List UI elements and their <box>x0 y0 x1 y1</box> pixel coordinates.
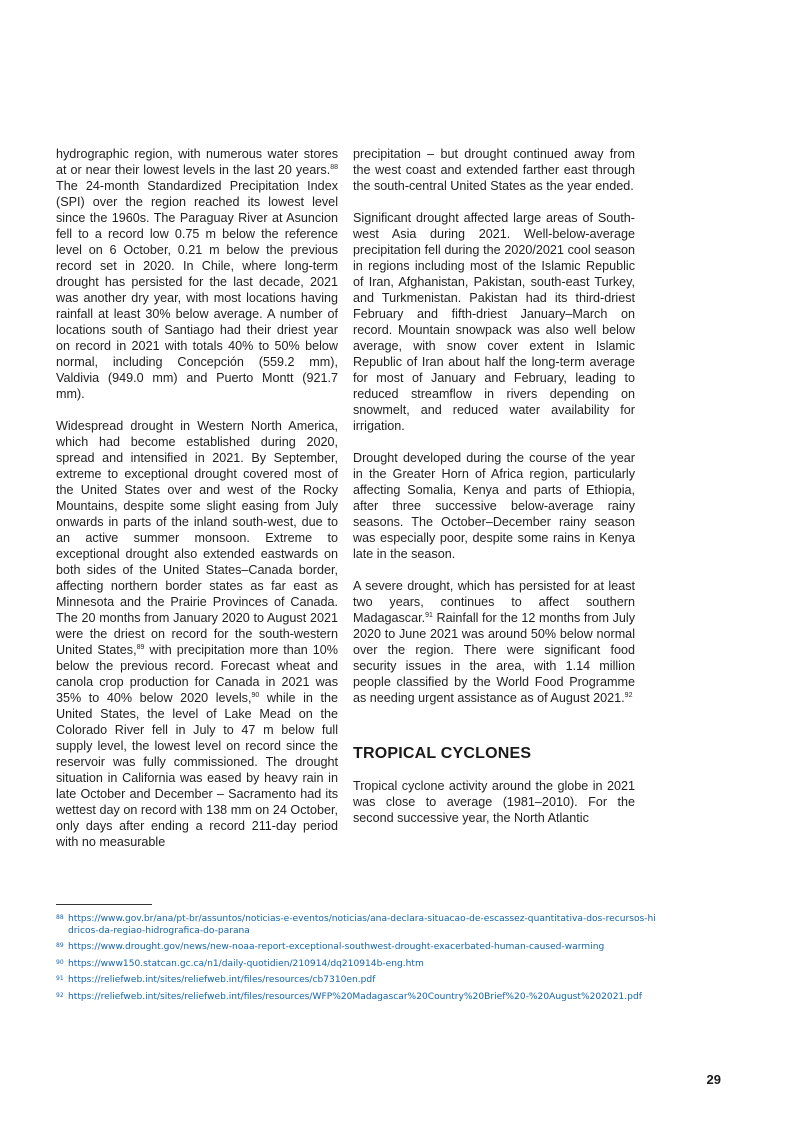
paragraph-horn-of-africa-drought: Drought developed during the course of the year in the Greater Horn of Africa region, particularly affecting Somalia, Kenya and parts of Ethiopia, after three successive below-average rainy seasons. The October–December rainy season was especially poor, despite some rains in Kenya late in the season. <box>353 451 635 561</box>
left-column <box>56 146 338 866</box>
paragraph-text: hydrographic region, with numerous water stores at or near their lowest levels in the last 20 years. <box>56 147 338 177</box>
footnote-number: 90 <box>56 958 64 966</box>
footnote-91 <box>56 975 656 987</box>
paragraph-text: A severe drought, which has persisted for at least two years, continues to affect southern Madagascar. <box>353 579 635 625</box>
footnote-number: 92 <box>56 991 64 999</box>
footnote-92 <box>56 992 656 1004</box>
footnote-ref-92[interactable]: 92 <box>624 692 633 699</box>
footnote-ref-89[interactable]: 89 <box>136 644 145 651</box>
paragraph-south-west-asia-drought: Significant drought affected large areas of South-west Asia during 2021. Well-below-average precipitation fell during the 2020/2021 cool season in regions including most of the Islamic Republic of Iran, Afghanistan, Pakistan, south-east Turkey, and Turkmenistan. Pakistan had its third-driest February and fifth-driest January–March on record. Mountain snowpack was also well below average, with snow cover extent in Islamic Republic of Iran about half the long-term average for most of January and February, leading to reduced streamflow in rivers depending on snowmelt, and reduced water availability for irrigation. <box>353 211 635 433</box>
footnote-link[interactable]: https://www.drought.gov/news/new-noaa-report-exceptional-southwest-drought-exacerbated-human-caused-warming <box>68 942 605 952</box>
paragraph-text: Rainfall for the 12 months from July 2020 to June 2021 was around 50% below normal over the region. There were significant food security issues in the area, with 1.14 million people classified by the World Food Programme as needing urgent assistance as of August 2021. <box>353 611 635 705</box>
footnote-link[interactable]: https://reliefweb.int/sites/reliefweb.int/files/resources/WFP%20Madagascar%20Country%20Brief%20-%20August%202021.pdf <box>68 991 642 1002</box>
footnotes <box>56 914 656 1008</box>
paragraph-continuation: precipitation – but drought continued away from the west coast and extended farther east through the south-central United States as the year ended. <box>353 147 635 193</box>
paragraph-south-america-drought <box>56 146 338 402</box>
footnote-89 <box>56 942 656 954</box>
footnote-88 <box>56 914 656 937</box>
footnote-ref-90[interactable]: 90 <box>251 692 260 699</box>
paragraph-text: with precipitation more than 10% below the previous record. Forecast wheat and canola crop production for Canada in 2021 was 35% to 40% below 2020 levels, <box>56 643 338 705</box>
paragraph-madagascar-drought <box>353 578 635 706</box>
footnote-ref-88[interactable]: 88 <box>330 164 338 171</box>
footnote-link[interactable]: https://www150.statcan.gc.ca/n1/daily-quotidien/210914/dq210914b-eng.htm <box>68 958 424 969</box>
footnote-number: 88 <box>56 914 64 921</box>
footnote-divider <box>56 904 152 905</box>
section-heading-tropical-cyclones: TROPICAL CYCLONES <box>353 745 532 762</box>
page-number: 29 <box>706 1072 721 1087</box>
footnote-number: 89 <box>56 942 64 949</box>
paragraph-tropical-cyclones: Tropical cyclone activity around the globe in 2021 was close to average (1981–2010). For the second successive year, the North Atlantic <box>353 779 635 825</box>
footnote-link[interactable]: https://reliefweb.int/sites/reliefweb.int/files/resources/cb7310en.pdf <box>68 975 376 985</box>
paragraph-text: while in the United States, the level of Lake Mead on the Colorado River fell in July to 47 m below full supply level, the lowest level on record since the reservoir was fully commissioned. The drought situation in California was eased by heavy rain in late October and December – Sacramento had its wettest day on record with 138 mm on 24 October, only days after ending a record 211-day period with no measurable <box>56 691 338 849</box>
footnote-ref-91[interactable]: 91 <box>425 612 433 619</box>
paragraph-text: Widespread drought in Western North America, which had become established during 2020, spread and intensified in 2021. By September, extreme to exceptional drought covered most of the United States over and west of the Rocky Mountains, despite some slight easing from July onwards in parts of the inland south-west, due to an active summer monsoon. Extreme to exceptional drought also extended eastwards on both sides of the United States–Canada border, affecting northern border states as far east as Minnesota and the Prairie Provinces of Canada. The 20 months from January 2020 to August 2021 were the driest on record for the south-western United States, <box>56 419 338 657</box>
right-column <box>353 146 635 842</box>
paragraph-north-america-drought <box>56 418 338 850</box>
footnote-number: 91 <box>56 975 64 982</box>
footnote-link[interactable]: https://www.gov.br/ana/pt-br/assuntos/noticias-e-eventos/noticias/ana-declara-situacao-de-escassez-quantitativa-dos-recursos-hidricos-da-regiao-hidrografica-do-parana <box>68 914 656 936</box>
footnote-90 <box>56 959 656 971</box>
paragraph-text: The 24-month Standardized Precipitation Index (SPI) over the region reached its lowest level since the 1960s. The Paraguay River at Asuncion fell to a record low 0.75 m below the reference level on 6 October, 0.21 m below the previous record set in 2020. In Chile, where long-term drought has persisted for the last decade, 2021 was another dry year, with most locations having rainfall at least 30% below average. A number of locations south of Santiago had their driest year on record in 2021 with totals 40% to 50% below normal, including Concepción (559.2 mm), Valdivia (949.0 mm) and Puerto Montt (921.7 mm). <box>56 179 338 401</box>
